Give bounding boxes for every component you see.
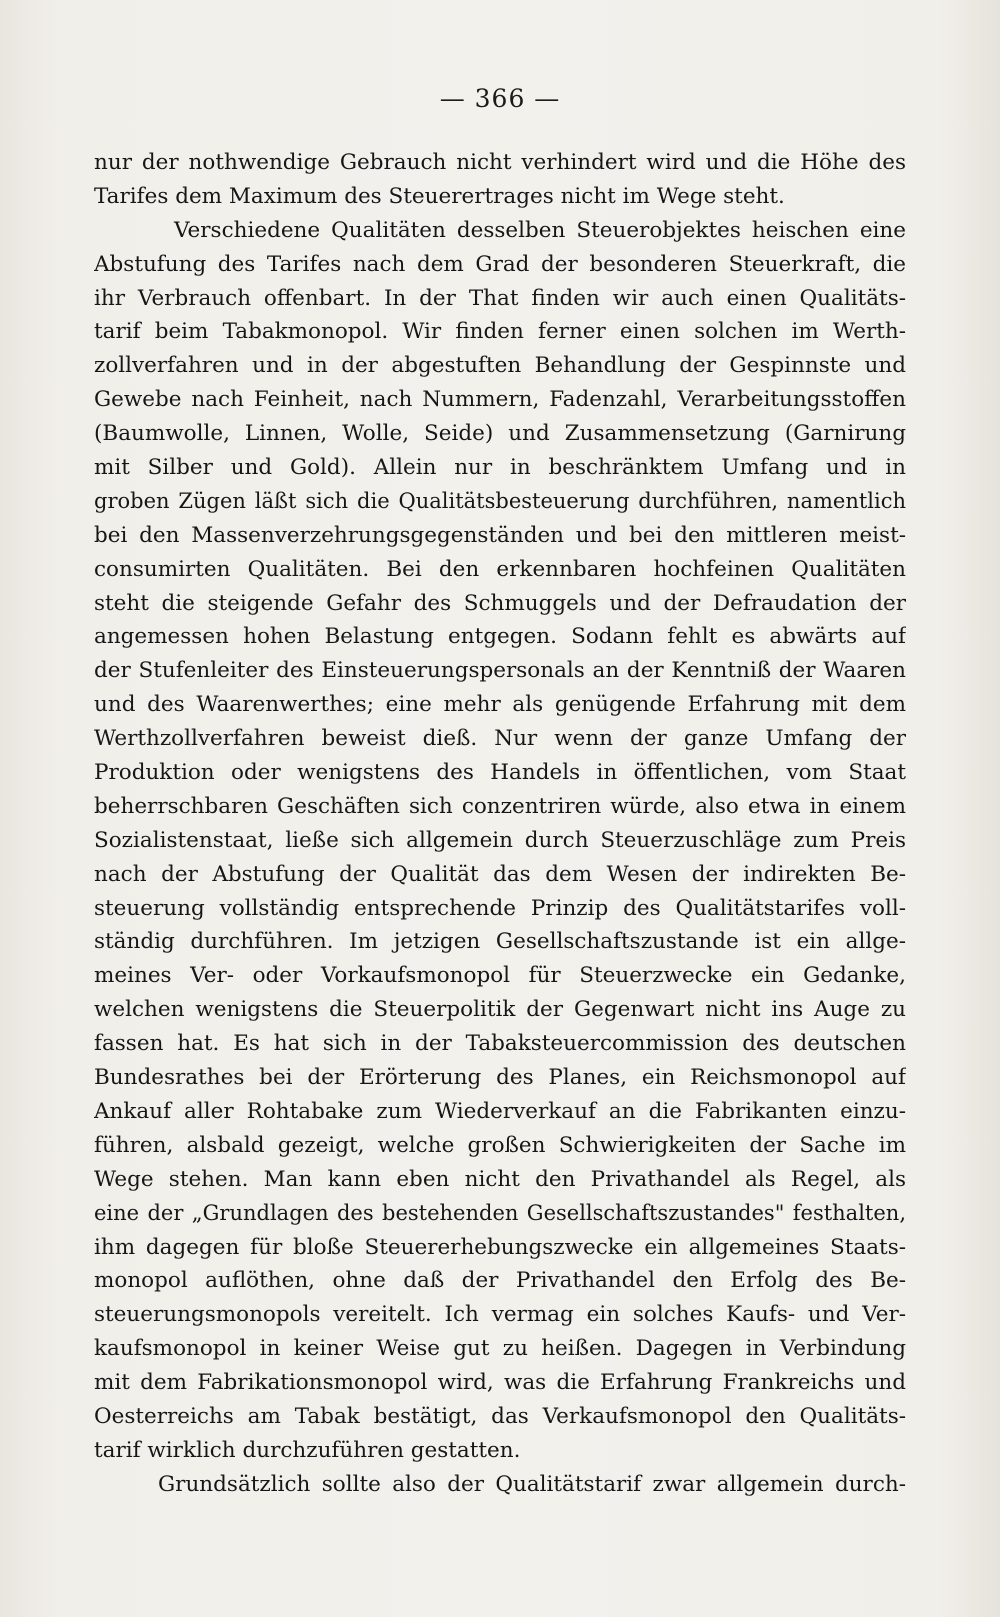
text-line: Ankauf aller Rohtabake zum Wiederverkauf an die Fabrikanten einzu- — [94, 1098, 906, 1124]
text-line: ständig durchführen. Im jetzigen Gesellschaftszustande ist ein allge- — [94, 929, 906, 955]
text-line: (Baumwolle, Linnen, Wolle, Seide) und Zusammensetzung (Garnirung — [94, 421, 906, 447]
text-line: mit Silber und Gold). Allein nur in beschränktem Umfang und in — [94, 455, 906, 481]
text-line: Werthzollverfahren beweist dieß. Nur wenn der ganze Umfang der — [94, 726, 906, 752]
text-line: Wege stehen. Man kann eben nicht den Privathandel als Regel, als — [94, 1166, 906, 1192]
text-line: Bundesrathes bei der Erörterung des Planes, ein Reichsmonopol auf — [94, 1065, 906, 1091]
text-line: angemessen hohen Belastung entgegen. Sodann fehlt es abwärts auf — [94, 624, 906, 650]
text-line: nur der nothwendige Gebrauch nicht verhindert wird und die Höhe des — [94, 150, 906, 175]
text-line: groben Zügen läßt sich die Qualitätsbesteuerung durchführen, namentlich — [94, 488, 906, 513]
text-line: fassen hat. Es hat sich in der Tabaksteuercommission des deutschen — [94, 1031, 906, 1057]
body-text — [94, 146, 906, 1502]
text-line: zollverfahren und in der abgestuften Behandlung der Gespinnste und — [94, 353, 906, 379]
text-line: Verschiedene Qualitäten desselben Steuerobjektes heischen eine — [174, 217, 906, 243]
text-line: mit dem Fabrikationsmonopol wird, was die Erfahrung Frankreichs und — [94, 1370, 906, 1396]
page-number: — 366 — — [439, 84, 561, 113]
text-line: kaufsmonopol in keiner Weise gut zu heißen. Dagegen in Verbindung — [94, 1336, 906, 1362]
text-line: tarif wirklich durchzuführen gestatten. — [94, 1437, 521, 1463]
text-line: ihm dagegen für bloße Steuererhebungszwecke ein allgemeines Staats- — [94, 1234, 906, 1260]
text-line: steuerung vollständig entsprechende Prinzip des Qualitätstarifes voll- — [94, 895, 906, 921]
text-line: welchen wenigstens die Steuerpolitik der Gegenwart nicht ins Auge zu — [94, 997, 906, 1023]
text-line: Tarifes dem Maximum des Steuerertrages nicht im Wege steht. — [94, 183, 785, 209]
text-line: meines Ver- oder Vorkaufsmonopol für Steuerzwecke ein Gedanke, — [94, 963, 906, 989]
text-line: beherrschbaren Geschäften sich conzentriren würde, also etwa in einem — [94, 793, 906, 819]
text-line: tarif beim Tabakmonopol. Wir finden ferner einen solchen im Werth- — [94, 319, 906, 345]
text-line: Grundsätzlich sollte also der Qualitätstarif zwar allgemein durch- — [158, 1471, 906, 1497]
text-line: steuerungsmonopols vereitelt. Ich vermag ein solches Kaufs- und Ver- — [94, 1302, 906, 1328]
text-line: der Stufenleiter des Einsteuerungspersonals an der Kenntniß der Waaren — [94, 658, 906, 684]
text-line: und des Waarenwerthes; eine mehr als genügende Erfahrung mit dem — [94, 692, 906, 718]
text-line: nach der Abstufung der Qualität das dem Wesen der indirekten Be- — [94, 861, 906, 887]
text-line: Abstufung des Tarifes nach dem Grad der besonderen Steuerkraft, die — [94, 251, 906, 277]
text-line: eine der „Grundlagen des bestehenden Gesellschaftszustandes" festhalten, — [94, 1200, 906, 1225]
text-line: ihr Verbrauch offenbart. In der That finden wir auch einen Qualitäts- — [94, 285, 906, 311]
text-line: consumirten Qualitäten. Bei den erkennbaren hochfeinen Qualitäten — [94, 556, 906, 582]
text-line: Gewebe nach Feinheit, nach Nummern, Fadenzahl, Verarbeitungsstoffen — [94, 387, 906, 413]
text-line: Produktion oder wenigstens des Handels in öffentlichen, vom Staat — [94, 760, 906, 786]
text-line: steht die steigende Gefahr des Schmuggels und der Defraudation der — [94, 590, 906, 616]
text-line: Oesterreichs am Tabak bestätigt, das Verkaufsmonopol den Qualitäts- — [94, 1403, 906, 1429]
text-line: führen, alsbald gezeigt, welche großen Schwierigkeiten der Sache im — [94, 1132, 906, 1158]
text-line: Sozialistenstaat, ließe sich allgemein durch Steuerzuschläge zum Preis — [94, 827, 906, 853]
text-line: monopol auflöthen, ohne daß der Privathandel den Erfolg des Be- — [94, 1268, 906, 1294]
text-line: bei den Massenverzehrungsgegenständen und bei den mittleren meist- — [94, 522, 906, 548]
